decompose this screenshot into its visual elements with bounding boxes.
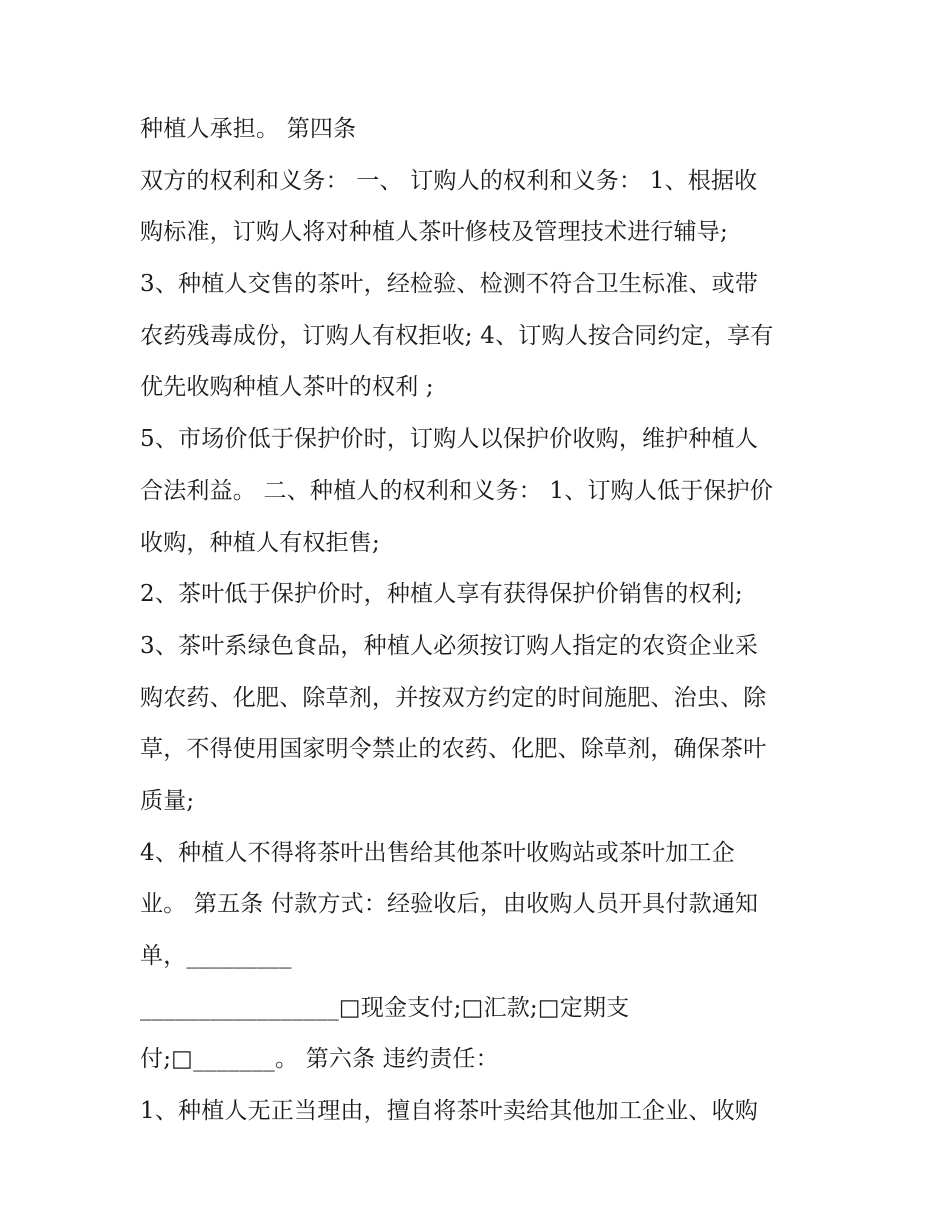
text-line: _________________□现金支付;□汇款;□定期支 <box>140 994 630 1021</box>
text-line: 草，不得使用国家明令禁止的农药、化肥、除草剂，确保茶叶 <box>140 736 767 763</box>
text-line: 1、种植人无正当理由，擅自将茶叶卖给其他加工企业、收购 <box>140 1098 759 1125</box>
text-line: 3、种植人交售的茶叶，经检验、检测不符合卫生标准、或带 <box>140 271 759 298</box>
text-line: 优先收购种植人茶叶的权利 ; <box>140 374 434 401</box>
text-line: 4、种植人不得将茶叶出售给其他茶叶收购站或茶叶加工企 <box>140 839 735 866</box>
text-line: 5、市场价低于保护价时，订购人以保护价收购，维护种植人 <box>140 426 759 453</box>
text-line: 购农药、化肥、除草剂，并按双方约定的时间施肥、治虫、除 <box>140 684 767 711</box>
text-line: 双方的权利和义务： 一、 订购人的权利和义务： 1、根据收 <box>140 167 758 194</box>
contract-body-text <box>140 104 820 1138</box>
text-line: 单，_________ <box>140 943 292 969</box>
text-line: 收购，种植人有权拒售; <box>140 529 380 556</box>
text-line: 付;□_______。 第六条 违约责任： <box>140 1046 499 1073</box>
text-line: 3、茶叶系绿色食品，种植人必须按订购人指定的农资企业采 <box>140 632 759 659</box>
text-line: 购标准，订购人将对种植人茶叶修枝及管理技术进行辅导; <box>140 219 728 246</box>
text-line: 2、茶叶低于保护价时，种植人享有获得保护价销售的权利; <box>140 581 743 608</box>
text-line: 业。 第五条 付款方式：经验收后，由收购人员开具付款通知 <box>140 891 759 918</box>
text-line: 质量; <box>140 787 195 814</box>
text-line: 合法利益。 二、种植人的权利和义务： 1、订购人低于保护价 <box>140 477 774 504</box>
text-line: 种植人承担。 第四条 <box>140 116 357 142</box>
text-line: 农药残毒成份，订购人有权拒收; 4、订购人按合同约定，享有 <box>140 322 774 349</box>
